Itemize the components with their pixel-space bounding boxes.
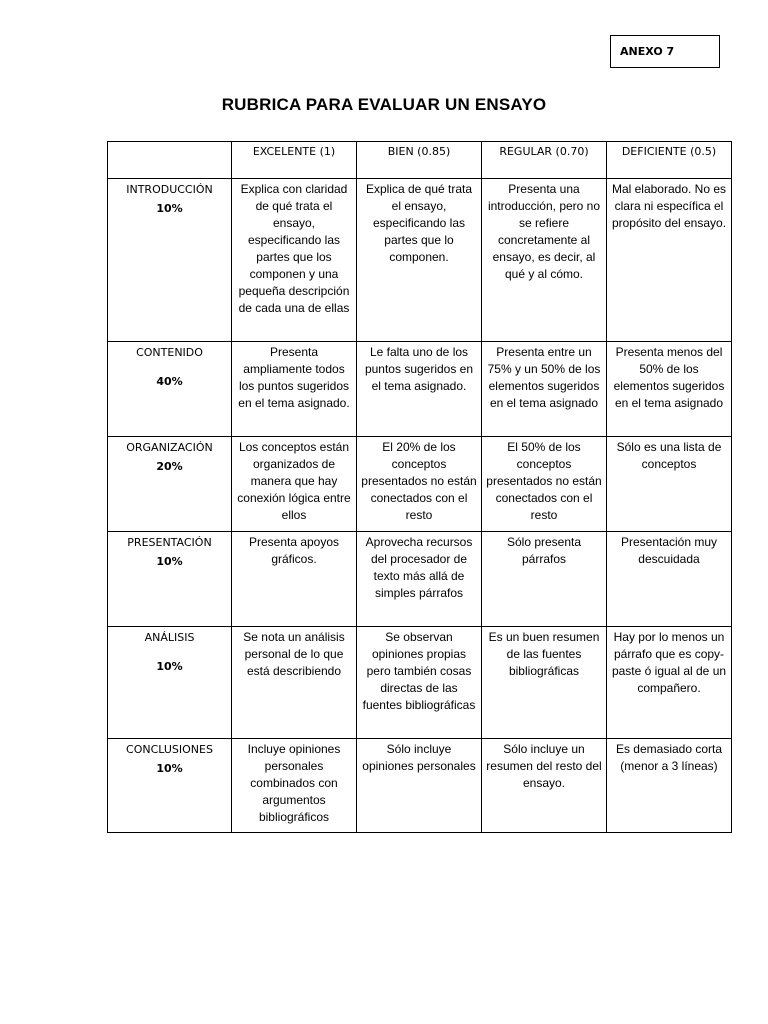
table-row (108, 437, 732, 532)
rubric-cell: Mal elaborado. No es clara ni específica el propósito del ensayo. (607, 179, 732, 342)
criterion-label: ANÁLISIS (144, 631, 195, 644)
criterion-cell (108, 739, 232, 833)
rubric-cell: El 20% de los conceptos presentados no están conectados con el resto (357, 437, 482, 532)
criterion-weight: 20% (156, 460, 183, 473)
rubric-cell: Es un buen resumen de las fuentes bibliográficas (482, 627, 607, 739)
rubric-cell: Presenta menos del 50% de los elementos sugeridos en el tema asignado (607, 342, 732, 437)
criterion-cell (108, 179, 232, 342)
rubric-cell: Presenta apoyos gráficos. (232, 532, 357, 627)
rubric-cell: Explica de qué trata el ensayo, especificando las partes que lo componen. (357, 179, 482, 342)
criterion-weight: 10% (156, 202, 183, 215)
criterion-cell (108, 437, 232, 532)
criterion-label: ORGANIZACIÓN (126, 441, 213, 454)
rubric-cell: Presenta una introducción, pero no se refiere concretamente al ensayo, es decir, al qué y al cómo. (482, 179, 607, 342)
header-cell-deficiente: DEFICIENTE (0.5) (607, 142, 732, 179)
rubric-cell: Presenta ampliamente todos los puntos sugeridos en el tema asignado. (232, 342, 357, 437)
rubric-cell: Aprovecha recursos del procesador de texto más allá de simples párrafos (357, 532, 482, 627)
rubric-cell: Se observan opiniones propias pero también cosas directas de las fuentes bibliográficas (357, 627, 482, 739)
header-row (108, 142, 732, 179)
table-row (108, 627, 732, 739)
rubric-cell: Sólo presenta párrafos (482, 532, 607, 627)
rubric-table (107, 141, 732, 833)
rubric-cell: Sólo incluye opiniones personales (357, 739, 482, 833)
header-cell-excelente: EXCELENTE (1) (232, 142, 357, 179)
criterion-label: CONTENIDO (136, 346, 203, 359)
criterion-cell (108, 342, 232, 437)
rubric-cell: Presenta entre un 75% y un 50% de los elementos sugeridos en el tema asignado (482, 342, 607, 437)
rubric-cell: Hay por lo menos un párrafo que es copy-paste ó igual al de un compañero. (607, 627, 732, 739)
criterion-weight: 10% (156, 660, 183, 673)
criterion-weight: 10% (156, 762, 183, 775)
criterion-weight: 10% (156, 555, 183, 568)
criterion-cell (108, 627, 232, 739)
header-cell-bien: BIEN (0.85) (357, 142, 482, 179)
header-cell-empty (108, 142, 232, 179)
rubric-cell: Sólo incluye un resumen del resto del ensayo. (482, 739, 607, 833)
criterion-cell (108, 532, 232, 627)
table-row (108, 739, 732, 833)
annex-label: ANEXO 7 (610, 35, 720, 68)
criterion-label: INTRODUCCIÓN (126, 183, 213, 196)
rubric-cell: Presentación muy descuidada (607, 532, 732, 627)
rubric-cell: Le falta uno de los puntos sugeridos en el tema asignado. (357, 342, 482, 437)
table-row (108, 532, 732, 627)
header-cell-regular: REGULAR (0.70) (482, 142, 607, 179)
rubric-cell: Se nota un análisis personal de lo que está describiendo (232, 627, 357, 739)
rubric-cell: Los conceptos están organizados de manera que hay conexión lógica entre ellos (232, 437, 357, 532)
table-row (108, 342, 732, 437)
page-title: RUBRICA PARA EVALUAR UN ENSAYO (221, 95, 547, 114)
table-row (108, 179, 732, 342)
criterion-label: PRESENTACIÓN (127, 536, 212, 549)
rubric-cell: Explica con claridad de qué trata el ensayo, especificando las partes que los componen y una pequeña descripción de cada una de ellas (232, 179, 357, 342)
criterion-weight: 40% (156, 375, 183, 388)
criterion-label: CONCLUSIONES (126, 743, 213, 756)
rubric-cell: El 50% de los conceptos presentados no están conectados con el resto (482, 437, 607, 532)
rubric-cell: Incluye opiniones personales combinados con argumentos bibliográficos (232, 739, 357, 833)
rubric-cell: Es demasiado corta (menor a 3 líneas) (607, 739, 732, 833)
rubric-cell: Sólo es una lista de conceptos (607, 437, 732, 532)
